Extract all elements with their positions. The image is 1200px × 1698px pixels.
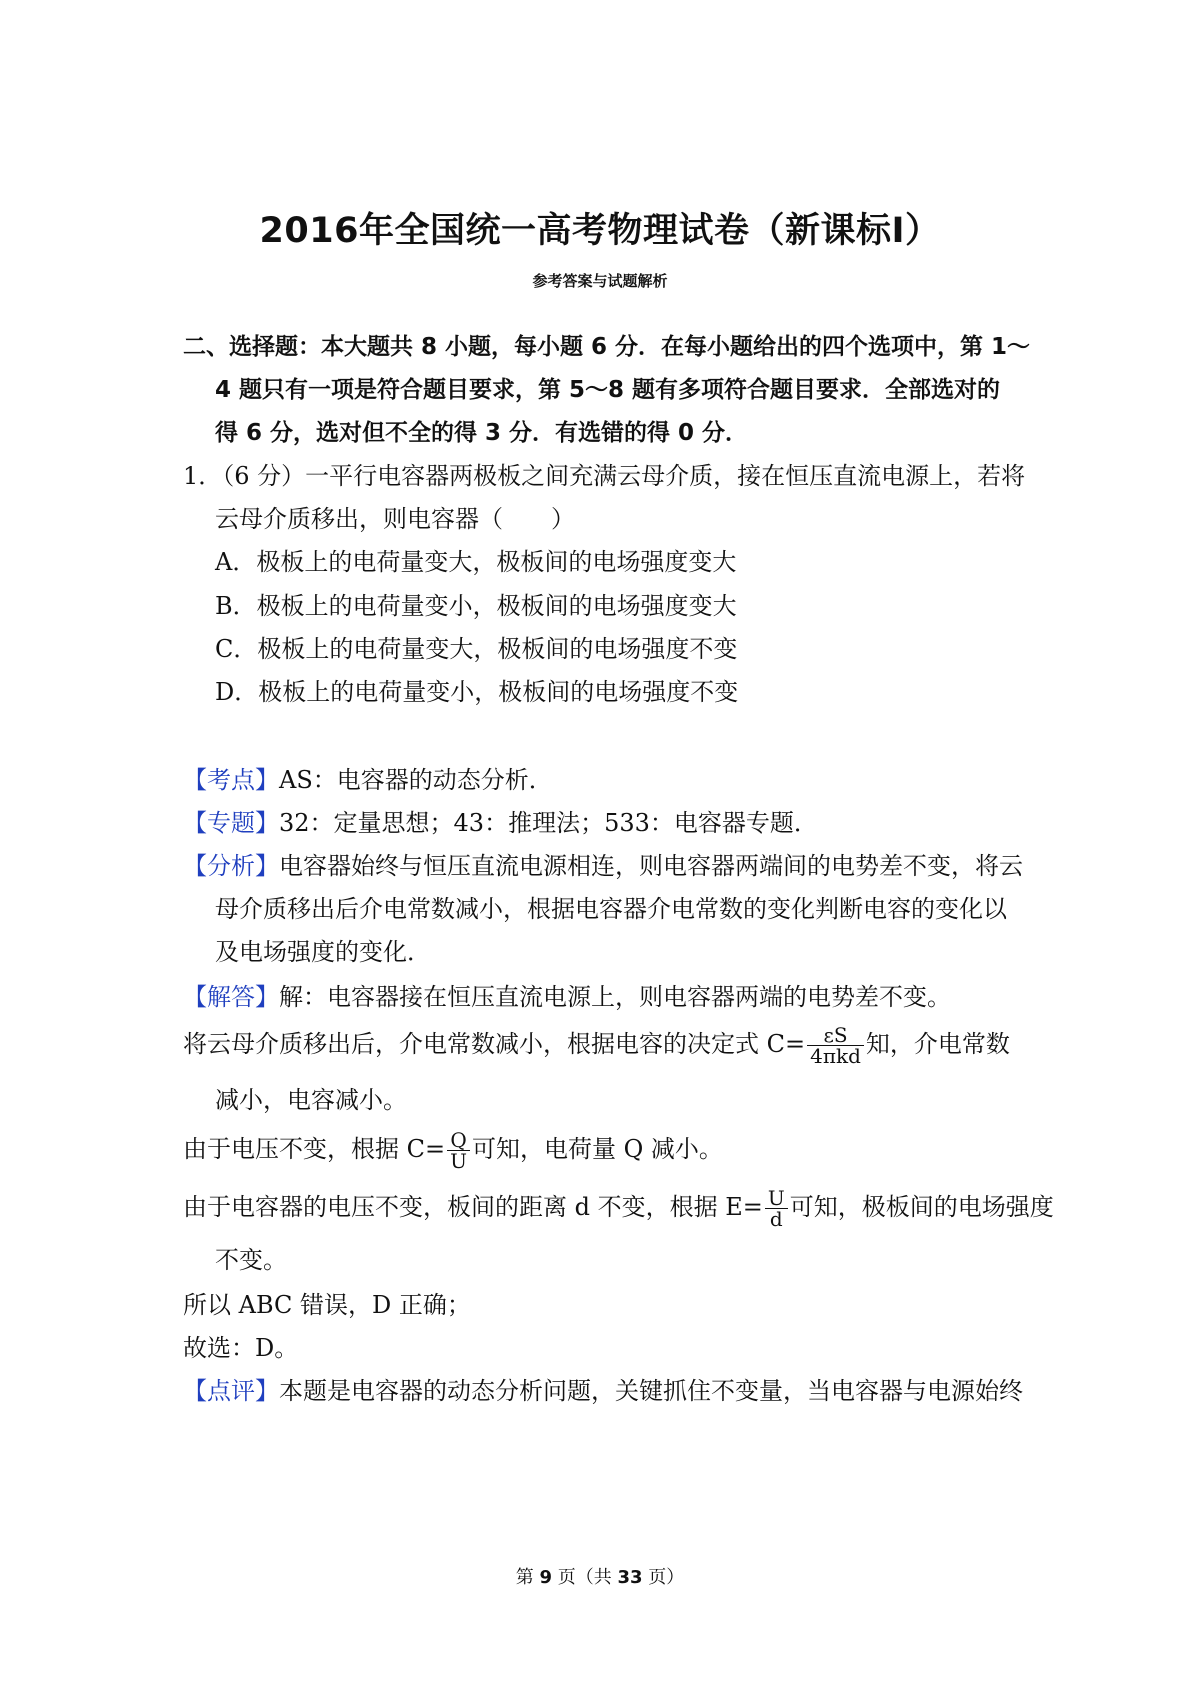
jieda-text-2-post: 知，介电常数 bbox=[865, 1030, 1010, 1058]
option-a: A．极板上的电荷量变大，极板间的电场强度变大 bbox=[215, 548, 737, 576]
kaodian-tag: 【考点】 bbox=[183, 766, 279, 794]
jieda-line-4 bbox=[183, 1130, 723, 1171]
jieda-line-3: 减小，电容减小。 bbox=[215, 1086, 407, 1114]
fenxi-line-1 bbox=[183, 849, 1023, 883]
jieda-text-4-pre: 由于电压不变，根据 C= bbox=[183, 1135, 446, 1163]
section-heading-line-2: 4 题只有一项是符合题目要求，第 5～8 题有多项符合题目要求．全部选对的 bbox=[215, 377, 1001, 403]
jieda-tag: 【解答】 bbox=[183, 983, 279, 1011]
jieda-text-5-post: 可知，极板间的电场强度 bbox=[789, 1193, 1054, 1221]
zhuanti-text: 32：定量思想；43：推理法；533：电容器专题． bbox=[279, 809, 818, 837]
footer-page-number: 9 bbox=[539, 1567, 552, 1588]
dianping-text: 本题是电容器的动态分析问题，关键抓住不变量，当电容器与电源始终 bbox=[279, 1377, 1023, 1405]
footer-suffix: 页） bbox=[642, 1567, 685, 1588]
jieda-line-5 bbox=[183, 1188, 1054, 1229]
zhuanti-tag: 【专题】 bbox=[183, 809, 279, 837]
fraction-denominator: U bbox=[450, 1149, 467, 1173]
page-title: 2016年全国统一高考物理试卷（新课标Ⅰ） bbox=[259, 211, 941, 251]
fraction-numerator: U bbox=[765, 1188, 788, 1209]
jieda-text-2-pre: 将云母介质移出后，介电常数减小，根据电容的决定式 C= bbox=[183, 1030, 806, 1058]
fenxi-tag: 【分析】 bbox=[183, 852, 279, 880]
page-footer bbox=[0, 1563, 1200, 1589]
dianping-line bbox=[183, 1374, 1023, 1408]
zhuanti-line bbox=[183, 806, 818, 840]
fraction-denominator: d bbox=[769, 1207, 783, 1231]
field-formula-fraction bbox=[765, 1188, 788, 1229]
question-stem-line-2: 云母介质移出，则电容器（ ） bbox=[215, 505, 575, 533]
question-stem-line-1: 1．（6 分）一平行电容器两极板之间充满云母介质，接在恒压直流电源上，若将 bbox=[183, 462, 1026, 490]
capacitance-formula-fraction bbox=[807, 1025, 864, 1066]
jieda-line-2 bbox=[183, 1025, 1010, 1066]
fenxi-line-3: 及电场强度的变化． bbox=[215, 938, 431, 966]
page-subtitle: 参考答案与试题解析 bbox=[532, 272, 668, 290]
fraction-denominator: 4πkd bbox=[810, 1044, 861, 1068]
fenxi-text-1: 电容器始终与恒压直流电源相连，则电容器两端间的电势差不变，将云 bbox=[279, 852, 1023, 880]
charge-formula-fraction bbox=[447, 1130, 470, 1171]
footer-total-pages: 33 bbox=[617, 1567, 643, 1588]
footer-prefix: 第 bbox=[515, 1567, 540, 1588]
fraction-numerator: Q bbox=[447, 1130, 470, 1151]
fenxi-line-2: 母介质移出后介电常数减小，根据电容器介电常数的变化判断电容的变化以 bbox=[215, 895, 1007, 923]
option-b: B．极板上的电荷量变小，极板间的电场强度变大 bbox=[215, 592, 737, 620]
jieda-line-7: 所以 ABC 错误，D 正确； bbox=[183, 1291, 471, 1319]
jieda-text-1: 解：电容器接在恒压直流电源上，则电容器两端的电势差不变。 bbox=[279, 983, 951, 1011]
jieda-line-1 bbox=[183, 980, 951, 1014]
jieda-line-6: 不变。 bbox=[215, 1246, 287, 1274]
footer-middle: 页（共 bbox=[552, 1567, 618, 1588]
option-d: D．极板上的电荷量变小，极板间的电场强度不变 bbox=[215, 678, 739, 706]
jieda-text-4-post: 可知，电荷量 Q 减小。 bbox=[471, 1135, 723, 1163]
section-heading-line-3: 得 6 分，选对但不全的得 3 分．有选错的得 0 分． bbox=[215, 420, 749, 446]
kaodian-text: AS：电容器的动态分析． bbox=[279, 766, 553, 794]
kaodian-line bbox=[183, 763, 553, 797]
dianping-tag: 【点评】 bbox=[183, 1377, 279, 1405]
option-c: C．极板上的电荷量变大，极板间的电场强度不变 bbox=[215, 635, 738, 663]
fraction-numerator: εS bbox=[807, 1025, 864, 1046]
jieda-text-5-pre: 由于电容器的电压不变，板间的距离 d 不变，根据 E= bbox=[183, 1193, 763, 1221]
section-heading-line-1: 二、选择题：本大题共 8 小题，每小题 6 分．在每小题给出的四个选项中，第 1～ bbox=[183, 334, 1031, 360]
jieda-line-8: 故选：D。 bbox=[183, 1334, 299, 1362]
